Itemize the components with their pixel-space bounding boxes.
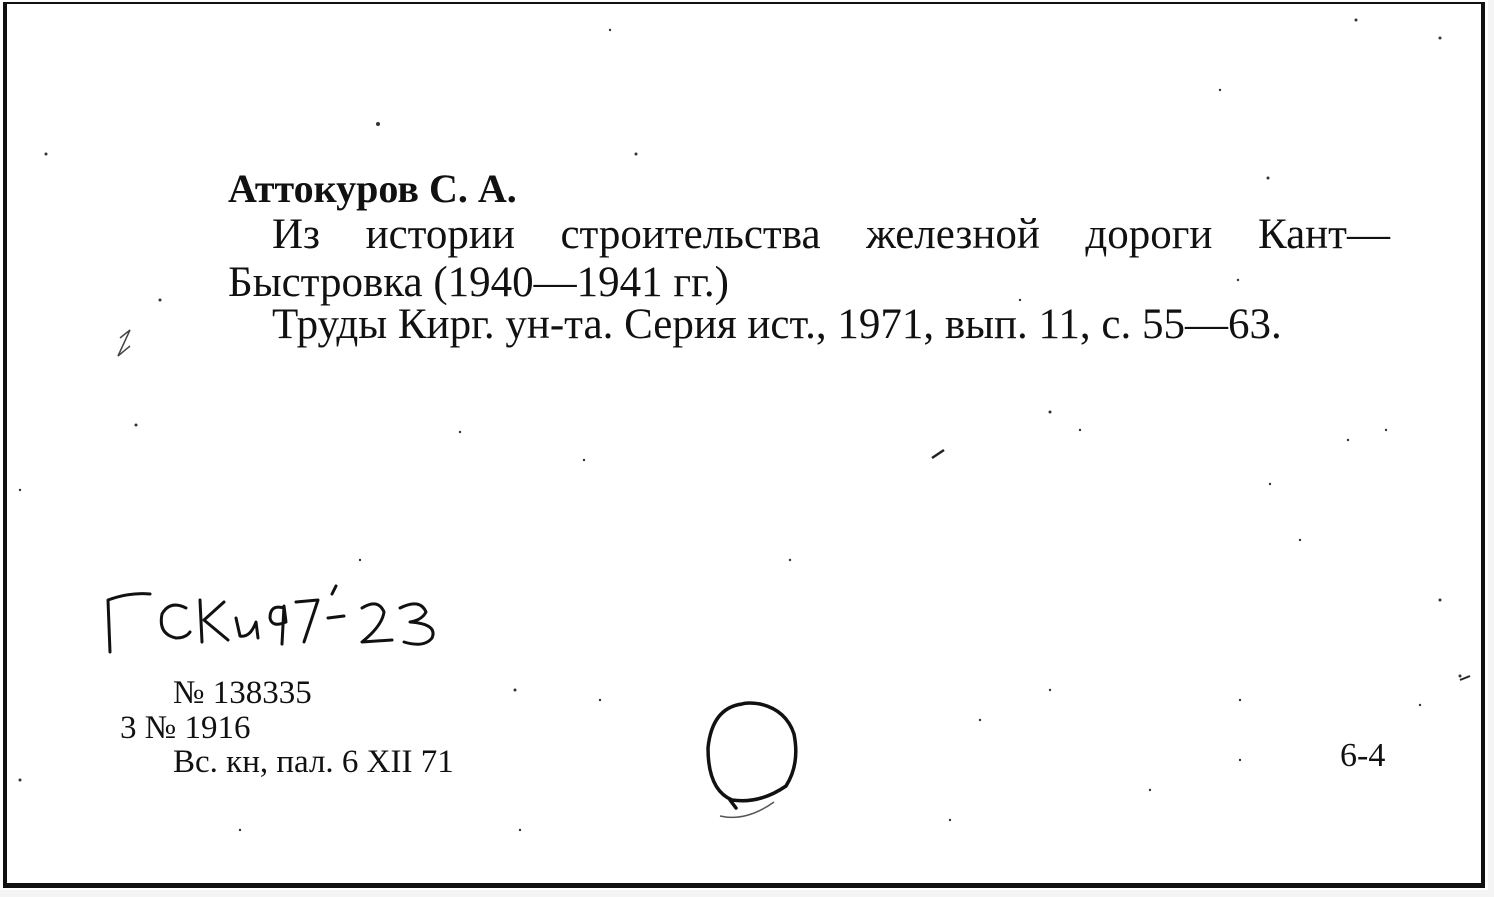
shelf-code: 6-4: [1340, 737, 1386, 774]
receipt-note: Вс. кн, пал. 6 XII 71: [173, 744, 454, 780]
title-word-1: Из: [272, 211, 321, 258]
title-word-5: дороги: [1085, 211, 1213, 258]
title-word-2: истории: [365, 211, 515, 258]
card-title-line-1: [228, 210, 1390, 259]
title-word-6: Кант—: [1257, 211, 1390, 258]
card-source: Труды Кирг. ун-та. Серия ист., 1971, вып. 11, с. 55—63.: [272, 301, 1282, 348]
accession-number: № 138335: [173, 675, 312, 711]
handwritten-circle: [690, 690, 810, 830]
title-word-4: железной: [866, 211, 1040, 258]
title-word-3: строительства: [560, 211, 821, 258]
card-edge-bottom: [0, 890, 1494, 897]
card-edge-right: [1488, 0, 1494, 897]
handwritten-annotation: [100, 578, 445, 658]
card-title-line-2: Быстровка (1940—1941 гг.): [228, 259, 729, 306]
z-number: 3 № 1916: [120, 710, 251, 746]
card-author: Аттокуров С. А.: [228, 166, 517, 211]
